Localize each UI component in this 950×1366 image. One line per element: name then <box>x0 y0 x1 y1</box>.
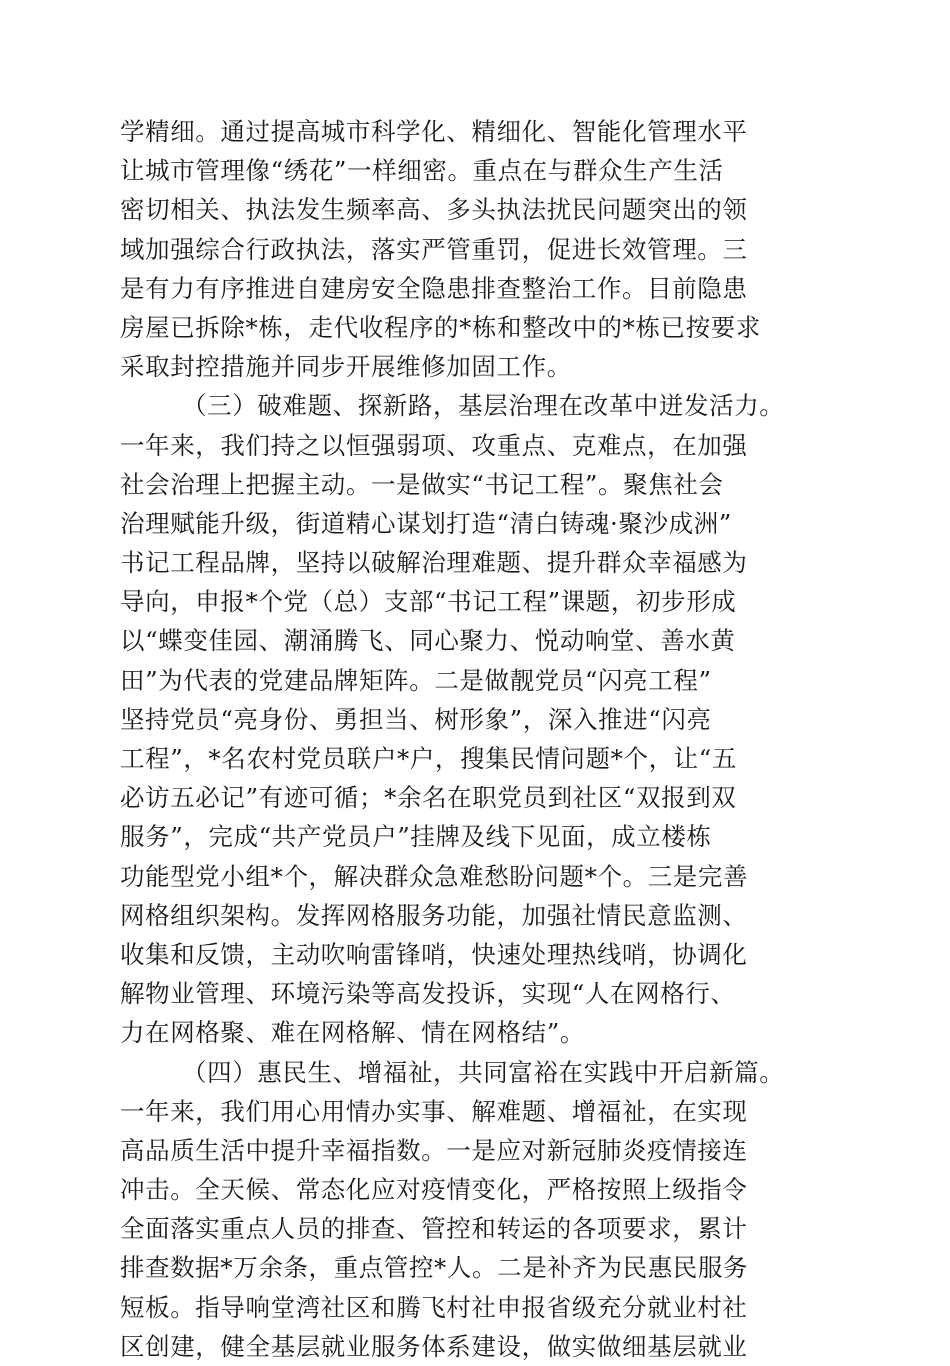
text-line: 以“蝶变佳园、潮涌腾飞、同心聚力、悦动响堂、善水黄 <box>120 626 736 656</box>
text-line: 让城市管理像“绣花”一样细密。重点在与群众生产生活 <box>120 156 724 186</box>
text-line: 治理赋能升级，街道精心谋划打造“清白铸魂·聚沙成洲” <box>120 508 732 538</box>
section-heading-line: （三）破难题、探新路，基层治理在改革中迸发活力。 <box>182 391 785 421</box>
text-line: 冲击。全天候、常态化应对疫情变化，严格按照上级指令 <box>120 1175 748 1205</box>
text-line: 功能型党小组*个，解决群众急难愁盼问题*个。三是完善 <box>120 861 749 891</box>
text-line: 坚持党员“亮身份、勇担当、树形象”，深入推进“闪亮 <box>120 704 712 734</box>
text-line: 社会治理上把握主动。一是做实“书记工程”。聚焦社会 <box>120 469 724 499</box>
text-line: 必访五必记”有迹可循；*余名在职党员到社区“双报到双 <box>120 783 737 813</box>
section-heading-line: （四）惠民生、增福祉，共同富裕在实践中开启新篇。 <box>182 1057 785 1087</box>
text-line: 力在网格聚、难在网格解、情在网格结”。 <box>120 1018 585 1048</box>
text-line: 是有力有序推进自建房安全隐患排查整治工作。目前隐患 <box>120 273 748 303</box>
text-line: 采取封控措施并同步开展维修加固工作。 <box>120 352 572 382</box>
text-line: 短板。指导响堂湾社区和腾飞村社申报省级充分就业村社 <box>120 1292 748 1322</box>
text-line: 密切相关、执法发生频率高、多头执法扰民问题突出的领 <box>120 195 748 225</box>
text-line: 区创建，健全基层就业服务体系建设，做实做细基层就业 <box>120 1331 748 1361</box>
body-text <box>120 112 830 1366</box>
text-line: 房屋已拆除*栋，走代收程序的*栋和整改中的*栋已按要求 <box>120 312 761 342</box>
text-line: 一年来，我们用心用情办实事、解难题、增福祉，在实现 <box>120 1096 748 1126</box>
text-line: 书记工程品牌，坚持以破解治理难题、提升群众幸福感为 <box>120 548 748 578</box>
text-line: 导向，申报*个党（总）支部“书记工程”课题，初步形成 <box>120 587 737 617</box>
text-line: 网格组织架构。发挥网格服务功能，加强社情民意监测、 <box>120 900 748 930</box>
text-line: 工程”，*名农村党员联户*户，搜集民情问题*个，让“五 <box>120 744 737 773</box>
text-line: 全面落实重点人员的排查、管控和转运的各项要求，累计 <box>120 1214 748 1244</box>
text-line: 田”为代表的党建品牌矩阵。二是做靓党员“闪亮工程” <box>120 665 712 695</box>
text-line: 解物业管理、环境污染等高发投诉，实现“人在网格行、 <box>120 979 736 1009</box>
text-line: 一年来，我们持之以恒强弱项、攻重点、克难点，在加强 <box>120 430 748 460</box>
text-line: 排查数据*万余条，重点管控*人。二是补齐为民惠民服务 <box>120 1253 749 1283</box>
text-line: 高品质生活中提升幸福指数。一是应对新冠肺炎疫情接连 <box>120 1135 748 1165</box>
text-line: 学精细。通过提高城市科学化、精细化、智能化管理水平 <box>120 117 748 146</box>
text-line: 服务”，完成“共产党员户”挂牌及线下见面，成立楼栋 <box>120 822 712 852</box>
text-line: 收集和反馈，主动吹响雷锋哨，快速处理热线哨，协调化 <box>120 939 748 969</box>
text-line: 域加强综合行政执法，落实严管重罚，促进长效管理。三 <box>120 234 748 264</box>
